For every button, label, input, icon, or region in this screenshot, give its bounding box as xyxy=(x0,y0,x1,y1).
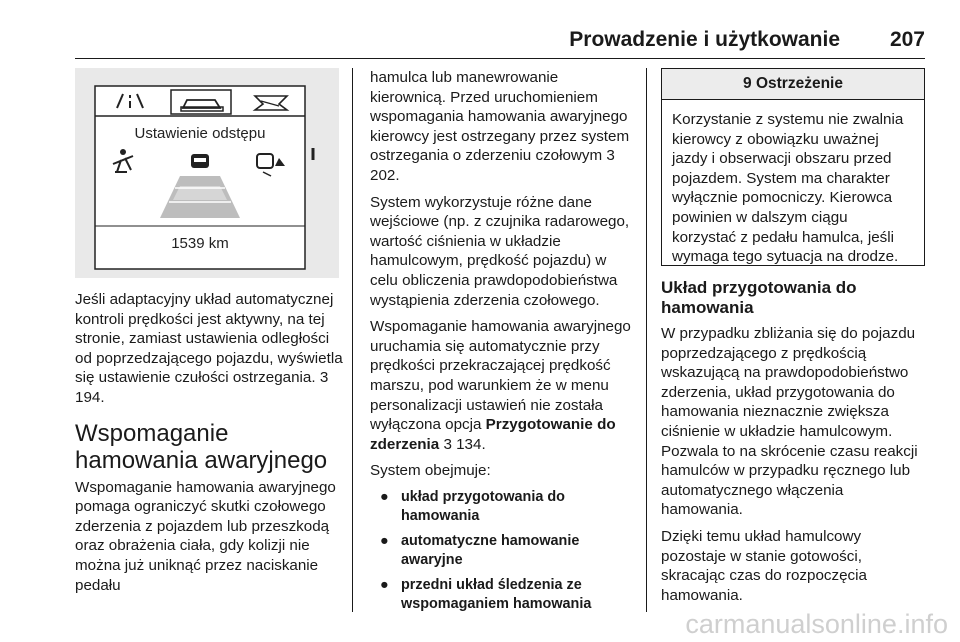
list-item-text: przedni układ śledzenia ze wspomaganiem hamowania xyxy=(401,576,592,612)
column-divider xyxy=(352,68,353,612)
display-screen xyxy=(75,68,339,278)
paragraph: Dzięki temu układ hamulcowy pozostaje w stanie gotowości, skracając czas do rozpoczęcia hamowania. xyxy=(661,527,867,604)
column-2 xyxy=(370,68,638,620)
warning-text: Korzystanie z systemu nie zwalnia kierowcy z obowiązku uważnej jazdy i obserwacji obszaru przed pojazdem. System ma charakter wyłącznie pomocniczy. Kierowca powinien w dalszym ciągu korzystać z pedału hamulca, jeśli wymaga tego sytuacja na drodze. xyxy=(672,111,904,266)
paragraph: System obejmuje: xyxy=(370,462,491,480)
section-heading: Wspomaganie hamowania awaryjnego xyxy=(75,419,328,474)
bullet-icon: ● xyxy=(380,576,389,593)
paragraph: System wykorzystuje różne dane wejściowe (np. z czujnika radarowego, wartość ciśnienia w układzie hamulcowym, prędkość pojazdu) w celu obliczenia prawdopodobieństwa wystąpienia zderzenia czołowego. xyxy=(370,193,630,309)
page-header-title: Prowadzenie i użytkowanie xyxy=(569,28,840,51)
paragraph: W przypadku zbliżania się do pojazdu poprzedzającego z prędkością wskazującą na prawdopodobieństwo zderzenia, układ przygotowania do hamowania nieznacznie zwiększa ciśnienie w układzie hamulcowym. Pozwala to na skrócenie czasu reakcji hamulców w przypadku ręcznego lub automatycznego włączenia hamowania. xyxy=(661,325,918,519)
menu-option-name: Przygotowanie do zderzenia xyxy=(370,416,616,453)
list-item-text: układ przygotowania do hamowania xyxy=(401,488,565,524)
page-reference-link[interactable]: 3 134. xyxy=(439,435,486,453)
display-illustration xyxy=(75,68,339,278)
bullet-icon: ● xyxy=(380,532,389,549)
list-item xyxy=(370,576,638,614)
column-3 xyxy=(661,278,929,612)
intro-text: Jeśli adaptacyjny układ automatycznej kontroli prędkości jest aktywny, na tej stronie, zamiast ustawienia odległości od poprzedzającego pojazdu, wyświetla się ustawienie czułości ostrzegania. xyxy=(75,291,343,387)
warning-title: 9 Ostrzeżenie xyxy=(662,69,924,100)
list-item xyxy=(370,488,638,526)
feature-list xyxy=(370,488,638,614)
display-title: Ustawienie odstępu xyxy=(134,125,266,142)
list-item xyxy=(370,532,638,570)
odometer-readout: 1539 km xyxy=(171,235,229,252)
vehicle-ahead-icon xyxy=(191,154,209,168)
watermark: carmanualsonline.info xyxy=(685,609,948,639)
warning-box xyxy=(661,68,925,266)
paragraph-text: Wspomaganie hamowania awaryjnego uruchamia się automatycznie przy prędkości przekraczającej prędkość marszu, pod warunkiem że w menu personalizacji ustawień nie została wyłączona opcja xyxy=(370,318,631,434)
paragraph: hamulca lub manewrowanie kierownicą. Przed uruchomieniem wspomagania hamowania awaryjnego kierowcy jest ostrzegany przez system ostrzegania o zderzeniu czołowym 3 202. xyxy=(370,69,630,184)
column-divider xyxy=(646,68,647,612)
bullet-icon: ● xyxy=(380,488,389,505)
section-paragraph: Wspomaganie hamowania awaryjnego pomaga ograniczyć skutki czołowego zderzenia z pojazdem lub przeszkodą oraz obrażenia ciała, gdy kolizji nie można już uniknąć przez naciskanie pedału xyxy=(75,478,336,594)
page-number: 207 xyxy=(889,28,925,51)
column-1 xyxy=(75,290,343,602)
header-rule xyxy=(75,58,925,59)
list-item-text: automatyczne hamowanie awaryjne xyxy=(401,532,580,568)
paragraph xyxy=(370,317,638,454)
page-reference-link[interactable]: 3 194. xyxy=(75,369,329,406)
section-heading: Układ przygotowania do hamowania xyxy=(661,278,857,317)
intro-paragraph xyxy=(75,290,343,408)
